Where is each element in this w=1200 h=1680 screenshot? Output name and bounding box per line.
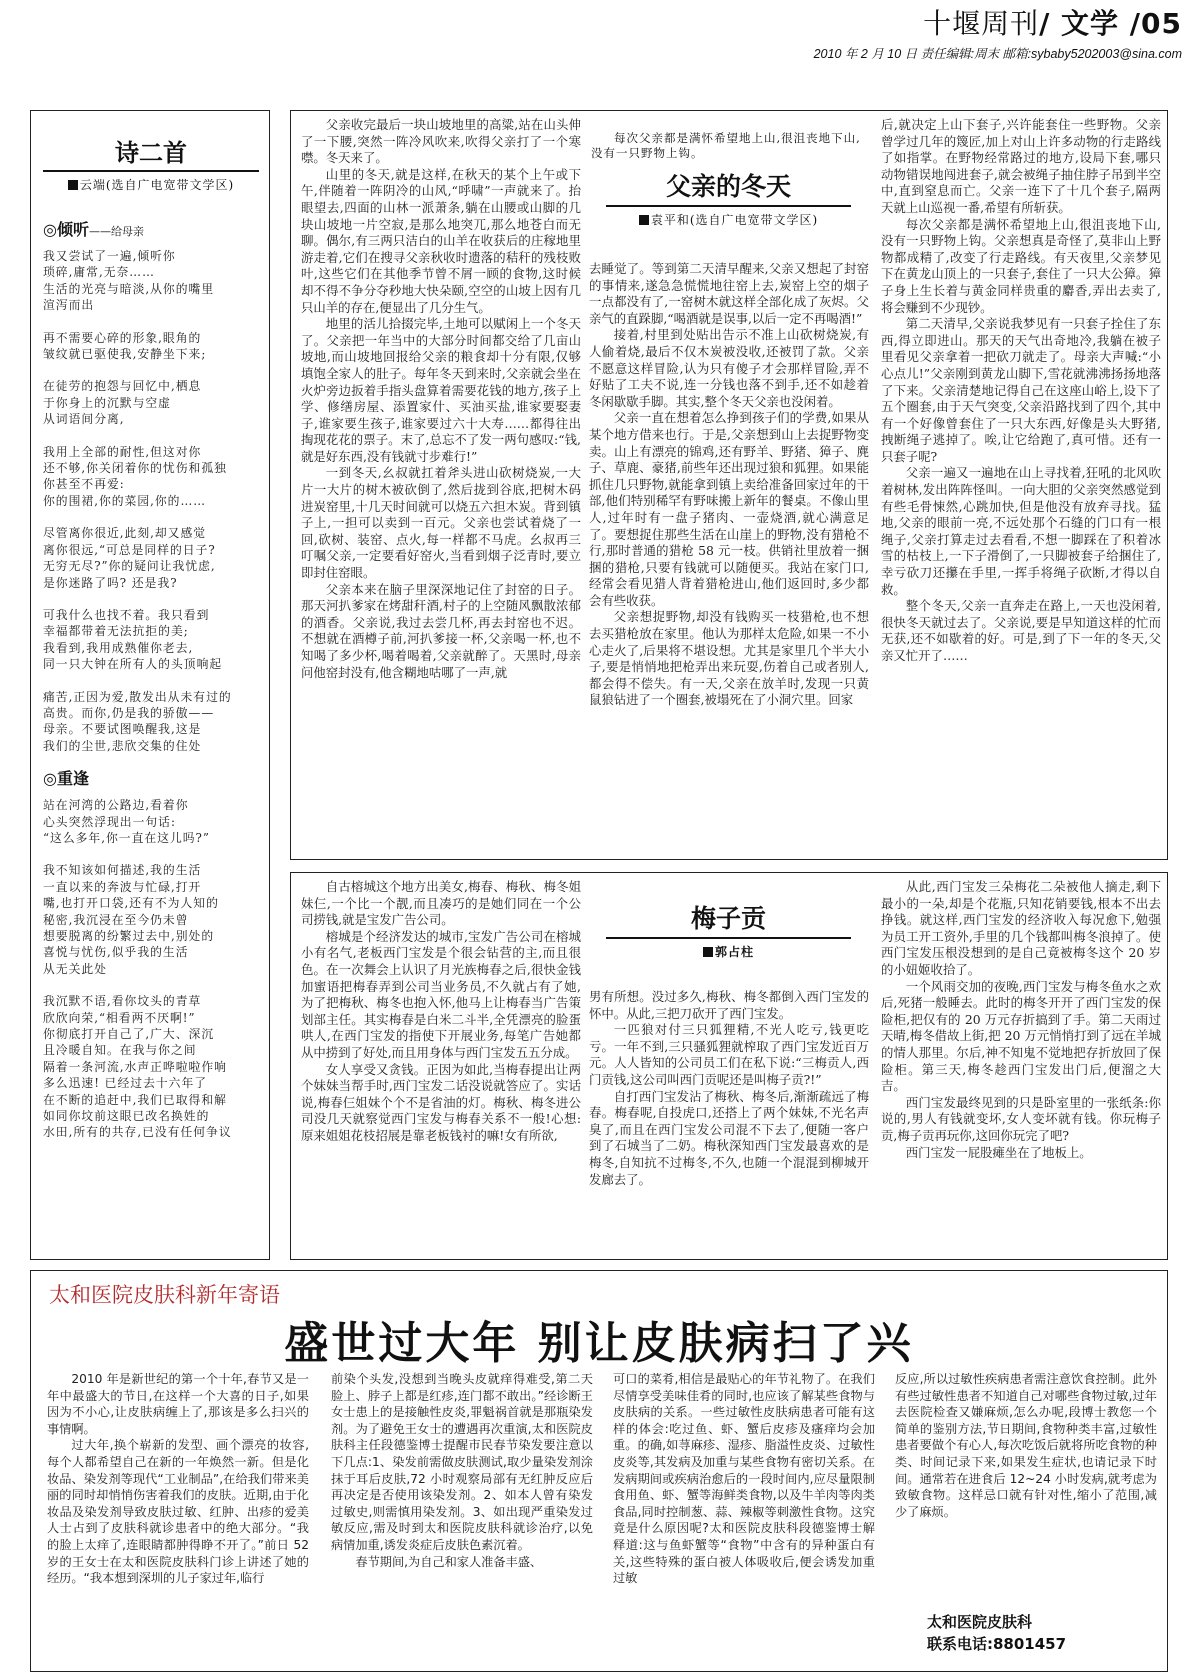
paragraph: 自打西门宝发沾了梅秋、梅冬后,渐渐疏远了梅春。梅春呢,自投虎口,还搭上了两个妹妹,不光名声臭了,而且在西门宝发公司混不下去了,便随一客户到了石城当了二奶。梅秋深知西门宝发最喜欢的是梅冬,自知抗不过梅冬,不久,也随一个混混到柳城开发廊去了。: [589, 1088, 869, 1187]
paragraph: 一到冬天,幺叔就扛着斧头进山砍树烧炭,一大片一大片的树木被砍倒了,然后拢到谷底,把树木码进炭窑里,十几天时间就可以烧五六担木炭。背到镇子上,一担可以卖到一百元。父亲也尝试着烧了一回,砍树、装窑、点火,每一样都不马虎。幺叔再三叮嘱父亲,一定要看好窑火,当看到烟子泛青时,要立即封住窑眼。: [301, 465, 581, 581]
poem-stanza: 再不需要心碎的形象,眼角的 皱纹就已驱使我,安静坐下来;: [43, 330, 207, 362]
paragraph: 榕城是个经济发达的城市,宝发广告公司在榕城小有名气,老板西门宝发是个很会钻营的主,而且很色。在一次舞会上认识了月光族梅春之后,很快金钱加蜜语把梅春弄到公司当业务员,不久就占有了她,为了把梅秋、梅冬也抱入怀,他马上让梅春当广告策划部主任。其实梅春是白米二斗半,全凭漂亮的脸蛋哄人,在西门宝发的指使下开展业务,每笔广告她都从中捞到了好处,而且用身体与西门宝发五五分成。: [301, 928, 581, 1060]
paragraph: 父亲一遍又一遍地在山上寻找着,狂吼的北风吹着树林,发出阵阵怪叫。一向大胆的父亲突然感觉到有些毛骨悚然,心跳加快,但是他没有放弃寻找。猛地,父亲的眼前一亮,不远处那个石缝的门口有一根绳子,父亲打算走过去看看,不想一脚踩在了积着冰雪的枯枝上,一下子滑倒了,一只脚被套子给捆住了,幸亏砍刀还攥在手里,一挥手将绳子砍断,才得以自救。: [881, 465, 1161, 597]
ad-column-1: [47, 1371, 309, 1587]
ad-box: [30, 1270, 1168, 1672]
contact-phone: 联系电话:8801457: [927, 1635, 1067, 1653]
paragraph: 2010 年是新世纪的第一个十年,春节又是一年中最盛大的节日,在这样一个大喜的日子,如果因为不小心,让皮肤病缠上了,那该是多么扫兴的事情啊。: [47, 1372, 309, 1436]
paragraph: 后,就决定上山下套子,兴许能套住一些野物。父亲曾学过几年的篾匠,加上对山上许多动物的行走路线了如指掌。在野物经常路过的地方,设局下套,哪只动物错误地闯进套子,就会被绳子抽住脖子吊到半空中,直到窒息而亡。父亲一连下了十几个套子,隔两天就上山巡视一番,希望有所斩获。: [881, 117, 1161, 215]
poem-stanza: 尽管离你很近,此刻,却又感觉 离你很远,“可总是同样的日子? 无穷无尽?”你的疑问让我忧虑, 是你迷路了吗? 还是我?: [43, 526, 216, 590]
poem-stanza: 在徒劳的抱怨与回忆中,栖息 于你身上的沉默与空虚 从词语间分离,: [43, 379, 202, 427]
story1-column-3: [881, 117, 1161, 665]
paragraph: 前染个头发,没想到当晚头皮就痒得难受,第二天脸上、脖子上都是红疹,连门都不敢出。”经诊断王女士患上的是接触性皮炎,罪魁祸首就是那瓶染发剂。为了避免王女士的遭遇再次重演,太和医院皮肤科主任段德鉴博士提醒市民春节染发要注意以下几点:1、染发前需做皮肤测试,取少量染发剂涂抹于耳后皮肤,72 小时观察局部有无红肿反应后再决定是否使用该染发剂。2、如本人曾有染发过敏史,则需慎用染发剂。3、如出现严重染发过敏反应,需及时到太和医院皮肤科就诊治疗,以免病情加重,诱发炎症后皮肤色素沉着。: [331, 1372, 593, 1552]
story1-byline: 袁平和(选自广电宽带文学区): [606, 211, 851, 228]
poem-stanza: 可我什么也找不着。我只看到 幸福都带着无法抗拒的美; 我看到,我用成熟催你老去, 同一只大钟在所有人的头顶响起: [43, 607, 223, 672]
ad-headline: 盛世过大年 别让皮肤病扫了兴: [284, 1318, 914, 1369]
story2-byline: 郭占柱: [606, 943, 851, 960]
byline-square-icon: [703, 947, 713, 957]
byline-square-icon: [639, 215, 649, 225]
story2-box: [290, 872, 1168, 1260]
paragraph: 山里的冬天,就是这样,在秋天的某个上午或下午,伴随着一阵阴冷的山风,“呼啸”一声就来了。抬眼望去,四面的山林一派萧条,躺在山腰或山脚的几块山坡地一片空寂,是那么地突兀,那么地苍白而无聊。偶尔,有三两只洁白的山羊在收获后的庄稼地里游走着,它们在搜寻父亲秋收时遗落的秸秆的残枝败叶,这些它们在其他季节曾不屑一顾的食物,这时候却不得不争分夺秒地大快朵颐,空空的山坡上因有几只山羊的存在,便显出了几分生气。: [301, 166, 581, 315]
poem-stanza: 站在河湾的公路边,看着你 心头突然浮现出一句话: “这么多年,你一直在这儿吗?”: [43, 798, 210, 845]
paragraph: 地里的活儿拾掇完毕,土地可以赋闲上一个冬天了。父亲把一年当中的大部分时间都交给了几亩山坡地,而山坡地回报给父亲的粮食却十分有限,仅够填饱全家人的肚子。每年冬天到来时,父亲就会坐在火炉旁边扳着手指头盘算着需要花钱的地方,孩子上学、修缮房屋、添置家什、买油买盐,谁家要娶妻子,谁家要生孩子,谁家要过六十大寿……都得往出掏现花花的票子。末了,总忘不了发一两句感叹:“钱,就是好东西,没有钱就寸步难行!”: [301, 316, 581, 464]
story2-column-1: [301, 879, 581, 1145]
ad-signature: [927, 1611, 1066, 1655]
story1-box: [290, 110, 1168, 860]
paper-name: 十堰周刊: [923, 7, 1040, 40]
story2-column-3: [881, 879, 1161, 1161]
paragraph: 接着,村里到处贴出告示不准上山砍树烧炭,有人偷着烧,最后不仅木炭被没收,还被罚了款。父亲不愿意这样冒险,认为只有傻子才会那样冒险,弄不好贴了工夫不说,连一分钱也落不到手,还不如趁着冬闲歇歇手脚。其实,整个冬天父亲也没闲着。: [589, 327, 869, 409]
paragraph: 西门宝发一屁股瘫坐在了地板上。: [905, 1144, 1092, 1160]
story2-column-2: [589, 989, 869, 1188]
paragraph: 父亲想捉野物,却没有钱购买一枝猎枪,也不想去买猎枪放在家里。他认为那样太危险,如果一不小心走火了,后果将不堪设想。尤其是家里几个半大小子,要是悄悄地把枪弄出来玩耍,伤着自己或者别人,都会得不偿失。有一天,父亲在放羊时,发现一只黄鼠狼钻进了一个圈套,被塌死在了小洞穴里。回家: [589, 609, 869, 708]
paragraph: 父亲本来在脑子里深深地记住了封窑的日子。那天河扒爹家在烤甜秆酒,村子的上空随风飘散浓郁的酒香。父亲说,我过去尝几杯,再去封窑也不迟。不想就在酒樽子前,河扒爹接一杯,父亲喝一杯,也不知喝了多少杯,喝着喝着,父亲就醉了。天黑时,母亲问他窑封没有,他含糊地咕哪了一声,就: [301, 581, 581, 680]
poems-title: 诗二首: [43, 133, 259, 172]
date-editor-line: 2010 年 2 月 10 日 责任编辑:周末 邮箱:sybaby5202003@sina.com: [813, 47, 1182, 61]
paragraph: 父亲收完最后一块山坡地里的高粱,站在山头伸了一下腰,突然一阵冷风吹来,吹得父亲打了一个寒噤。冬天来了。: [301, 117, 581, 166]
poem1-body: [43, 248, 259, 754]
poem-stanza: 我沉默不语,看你坟头的青草 欣欣向荣,“相看两不厌啊!” 你彻底打开自己了,广大、深沉 且冷暖自知。在我与你之间 隔着一条河流,水声正哗啦啦作响 多么迅速! 已经过去十六年了 在不断的追赶中,我们已取得和解 如同你坟前这眼已改名换姓的 水田,所有的共存,已没有任何争议: [43, 994, 232, 1140]
paragraph: 春节期间,为自己和家人准备丰盛、: [355, 1554, 543, 1569]
ad-caption: 太和医院皮肤科新年寄语: [49, 1283, 280, 1307]
byline-square-icon: [68, 180, 78, 190]
poems-byline: 云端(选自广电宽带文学区): [43, 176, 259, 193]
ad-column-2: [331, 1371, 593, 1570]
story1-title: 父亲的冬天: [606, 167, 851, 207]
paragraph: 男有所想。没过多久,梅秋、梅冬都倒入西门宝发的怀中。从此,三把刀砍开了西门宝发。: [589, 989, 869, 1021]
paragraph: 每次父亲都是满怀希望地上山,很沮丧地下山,没有一只野物上钩。父亲想真是奇怪了,莫非山上野物都成精了,改变了行走路线。有天夜里,父亲梦见下在黄龙山顶上的一只套子,套住了一只大公獐。獐子身上生长着与黄金同样贵重的麝香,弄出去卖了,将会赚到不少现钞。: [881, 216, 1161, 315]
story2-title: 梅子贡: [606, 899, 851, 939]
paragraph: 自古榕城这个地方出美女,梅春、梅秋、梅冬姐妹仨,一个比一个靓,而且凑巧的是她们同在一个公司捞钱,就是宝发广告公司。: [301, 879, 581, 928]
ad-column-3: [613, 1371, 875, 1587]
paragraph: 一匹狼对付三只狐狸精,不光人吃亏,钱更吃亏。一年不到,三只骚狐狸就榨取了西门宝发近百万元。人人皆知的公司员工们在私下说:“三梅贡人,西门贡钱,这公司叫西门贡呢还是叫梅子贡?!”: [589, 1022, 869, 1087]
poem-stanza: 我用上全部的耐性,但这对你 还不够,你关闭着你的忧伤和孤独 你甚至不再爱: 你的围裙,你的菜园,你的……: [43, 444, 227, 508]
story1-pullquote: 每次父亲都是满怀希望地上山,很沮丧地下山,没有一只野物上钩。: [591, 131, 861, 160]
section-name: / 文学 /05: [1039, 7, 1182, 40]
poem-stanza: 我又尝试了一遍,倾听你 琐碎,庸常,无奈…… 生活的光亮与暗淡,从你的嘴里 渲泻而出: [43, 249, 215, 313]
story1-column-1: [301, 117, 581, 681]
story1-column-2: [589, 261, 869, 709]
poems-box: [30, 110, 270, 1260]
poem2-heading: ◎重逢: [43, 769, 89, 789]
paragraph: 西门宝发最终见到的只是卧室里的一张纸条:你说的,男人有钱就变坏,女人变坏就有钱。你玩梅子贡,梅子贡再玩你,这回你玩完了吧?: [881, 1094, 1161, 1143]
paragraph: 父亲一直在想着怎么挣到孩子们的学费,如果从某个地方借来也行。于是,父亲想到山上去捉野物变卖。山上有漂亮的锦鸡,还有野羊、野猪、獐子、麂子、草鹿、豪猪,前些年还出现过狼和狐狸。如果能抓住几只野物,就能拿到镇上卖给准备回家过年的干部,他们特别稀罕有野味搬上新年的餐桌。不像山里人,过年时有一盘子猪肉、一壶烧酒,就心满意足了。要想捉住那些生活在山崖上的野物,没有猎枪不行,那时普通的猎枪 58 元一枝。供销社里放着一捆捆的猎枪,只要有钱就可以随便买。我站在家门口,经常会看见猎人背着猎枪进山,他们返回时,多少都会有些收获。: [589, 410, 869, 608]
paragraph: 一个风雨交加的夜晚,西门宝发与梅冬鱼水之欢后,死猪一般睡去。此时的梅冬开开了西门宝发的保险柜,把仅有的 20 万元存折搞到了手。第二天雨过天晴,梅冬借故上街,把 20 万元悄悄打到了远在羊城的情人那里。尔后,神不知鬼不觉地把存折放回了保险柜。第三天,梅冬趁西门宝发出门后,便溜之大吉。: [881, 978, 1161, 1094]
paragraph: 可口的菜肴,相信是最贴心的年节礼物了。在我们尽情享受美味佳肴的同时,也应该了解某些食物与皮肤病的关系。一些过敏性皮肤病患者可能有这样的体会:吃过鱼、虾、蟹后皮疹及瘙痒均会加重。的确,如荨麻疹、湿疹、脂溢性皮炎、过敏性皮炎等,其发病及加重与某些食物有密切关系。在发病期间或疾病治愈后的一段时间内,应尽量限制食用鱼、虾、蟹等海鲜类食物,以及牛羊肉等肉类食品,同时控制葱、蒜、辣椒等刺激性食物。这究竟是什么原因呢?太和医院皮肤科段德鉴博士解释道:这与鱼虾蟹等“食物”中含有的异种蛋白有关,这些特殊的蛋白被人体吸收后,便会诱发加重过敏: [613, 1372, 875, 1586]
story1-header: [606, 167, 851, 228]
paragraph: 反应,所以过敏性疾病患者需注意饮食控制。此外有些过敏性患者不知道自己对哪些食物过敏,过年去医院检查又嫌麻烦,怎么办呢,段博士教您一个简单的鉴别方法,节日期间,食物种类丰富,过敏性患者要做个有心人,每次吃饭后就将所吃食物的种类、时间记录下来,如果发生症状,也请记录下时间。通常若在进食后 12~24 小时发病,就考虑为致敏食物。这样忌口就有针对性,缩小了范围,减少了麻烦。: [895, 1372, 1157, 1519]
masthead: [814, 2, 1182, 62]
ad-column-4: [895, 1371, 1157, 1520]
hospital-name: 太和医院皮肤科: [927, 1613, 1033, 1631]
story2-header: [606, 899, 851, 960]
paragraph: 去睡觉了。等到第二天清早醒来,父亲又想起了封窑的事情来,遂急急慌慌地往窑上去,炭窑上空的烟子一点都没有了,一窑树木就这样全部化成了灰烬。父亲气的直跺脚,“喝酒就是误事,以后一定不再喝酒!”: [589, 261, 869, 326]
poem-stanza: 我不知该如何描述,我的生活 一直以来的奔波与忙碌,打开 嘴,也打开口袋,还有不为人知的 秘密,我沉浸在至今仍未曾 想要脱离的纷繁过去中,别处的 喜悦与忧伤,似乎我的生活 从无关此处: [43, 863, 219, 976]
paragraph: 第二天清早,父亲说我梦见有一只套子拴住了东西,得立即进山。那天的天气出奇地冷,我躺在被子里看见父亲拿着一把砍刀就走了。母亲大声喊:“小心点儿!”父亲刚到黄龙山脚下,雪花就沸沸扬扬地落了下来。父亲清楚地记得自己在这座山峪上,设下了五个圈套,由于天气突变,父亲沿路找到了四个,其中有一个好像曾套住了一只大东西,好像是头大野猪,拽断绳子逃掉了。唉,让它给跑了,真可惜。还有一只套子呢?: [881, 316, 1161, 464]
poems-header: [43, 133, 259, 193]
paragraph: 女人享受又贪钱。正因为如此,当梅春提出让两个妹妹当帮手时,西门宝发二话没说就答应了。实话说,梅春仨姐妹个个不是省油的灯。梅秋、梅冬进公司没几天就察觉西门宝发与梅春关系不一般!心想:原来姐姐花枝招展是靠老板钱衬的嘛!女有所欲,: [301, 1061, 581, 1143]
poem2-body: [43, 797, 259, 1141]
poem1-heading: ◎倾听——给母亲: [43, 220, 144, 239]
paragraph: 从此,西门宝发三朵梅花二朵被他人摘走,剩下最小的一朵,却是个花瓶,只知花销要钱,根本不出去挣钱。就这样,西门宝发的经济收入每况愈下,勉强为员工开工资外,手里的几个钱都叫梅冬浪掉了。使西门宝发压根没想到的是自己竟被梅冬这个 20 岁的小妞姬收拾了。: [881, 879, 1161, 977]
poem-stanza: 痛苦,正因为爱,散发出从未有过的 高贵。而你,仍是我的骄傲—— 母亲。不要试图唤醒我,这是 我们的尘世,悲欣交集的住处: [43, 689, 232, 753]
paragraph: 过大年,换个崭新的发型、画个漂亮的妆容,每个人都希望自己在新的一年焕然一新。但是化妆品、染发剂等现代“工业制品”,在给我们带来美丽的同时却悄悄伤害着我们的皮肤。近期,由于化妆品及染发剂导致皮肤过敏、红肿、出疹的爱美人士占到了皮肤科就诊患者中的绝大部分。“我的脸上太痒了,连眼睛都肿得睁不开了。”前日 52 岁的王女士在太和医院皮肤科门诊上讲述了她的经历。“我本想到深圳的儿子家过年,临行: [47, 1438, 309, 1586]
paragraph: 整个冬天,父亲一直奔走在路上,一天也没闲着,很快冬天就过去了。父亲说,要是早知道这样的忙而无获,还不如歇着的好。可是,到了下一年的冬天,父亲又忙开了……: [881, 598, 1161, 663]
